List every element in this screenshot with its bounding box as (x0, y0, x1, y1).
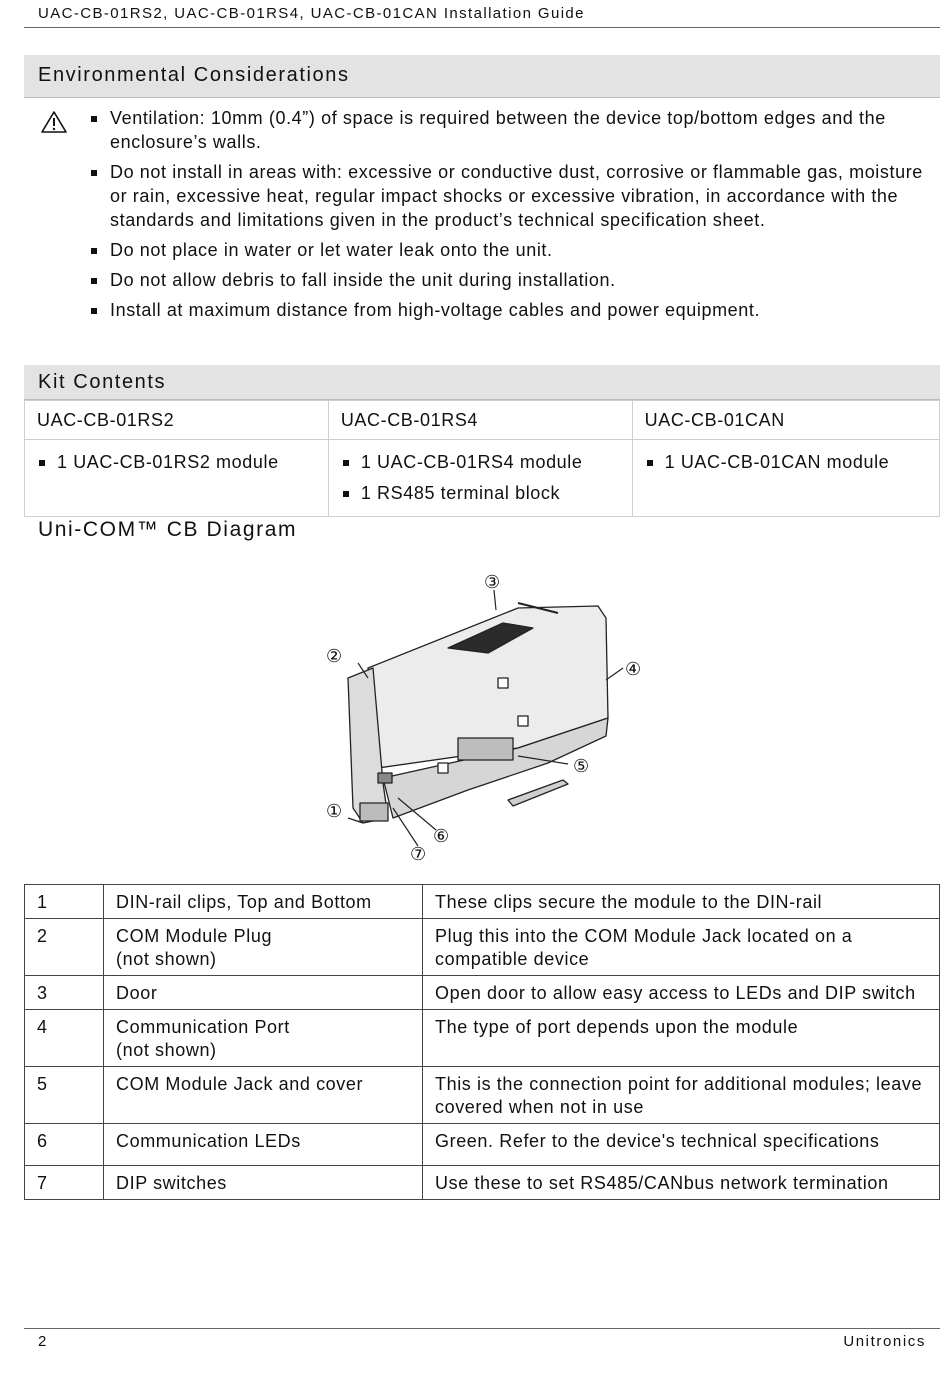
part-description: These clips secure the module to the DIN-rail (423, 885, 940, 919)
document-header-title: UAC-CB-01RS2, UAC-CB-01RS4, UAC-CB-01CAN Installation Guide (38, 5, 585, 22)
kit-item: 1 RS485 terminal block (341, 481, 632, 505)
environmental-item: Do not install in areas with: excessive or conductive dust, corrosive or flammable gas, moisture or rain, excessive heat, regular impact shocks or excessive vibration, in accordance with the standards and limitations given in the product’s technical specification sheet. (88, 160, 934, 232)
environmental-item: Do not place in water or let water leak onto the unit. (88, 238, 934, 262)
parts-table (24, 884, 940, 1200)
part-description: Plug this into the COM Module Jack located on a compatible device (423, 919, 940, 976)
table-row (25, 1067, 940, 1124)
part-name: COM Module Jack and cover (104, 1067, 423, 1124)
kit-cell (632, 440, 939, 517)
part-description: Use these to set RS485/CANbus network termination (423, 1166, 940, 1200)
environmental-heading: Environmental Considerations (24, 55, 940, 98)
environmental-item: Install at maximum distance from high-voltage cables and power equipment. (88, 298, 934, 322)
table-row (25, 1010, 940, 1067)
part-name: Door (104, 976, 423, 1010)
kit-cell (328, 440, 632, 517)
part-description: This is the connection point for additional modules; leave covered when not in use (423, 1067, 940, 1124)
kit-cell (25, 440, 329, 517)
part-number: 4 (25, 1010, 104, 1067)
footer-rule (24, 1328, 940, 1329)
header-rule (24, 27, 940, 28)
callout-6: ⑥ (433, 826, 450, 847)
callout-1: ① (326, 801, 343, 822)
table-row (25, 1124, 940, 1166)
part-name: DIP switches (104, 1166, 423, 1200)
environmental-item: Do not allow debris to fall inside the unit during installation. (88, 268, 934, 292)
warning-icon (40, 110, 68, 134)
callout-4: ④ (625, 659, 642, 680)
diagram-heading: Uni-COM™ CB Diagram (38, 518, 298, 541)
part-number: 2 (25, 919, 104, 976)
table-row (25, 919, 940, 976)
callout-2: ② (326, 646, 343, 667)
part-number: 6 (25, 1124, 104, 1166)
part-number: 5 (25, 1067, 104, 1124)
page-number: 2 (38, 1333, 47, 1350)
kit-item: 1 UAC-CB-01RS4 module (341, 450, 632, 474)
part-name: Communication Port (not shown) (104, 1010, 423, 1067)
connector (458, 738, 513, 760)
kit-contents-table (24, 400, 940, 517)
din-clip (360, 803, 388, 821)
part-number: 1 (25, 885, 104, 919)
part-name: DIN-rail clips, Top and Bottom (104, 885, 423, 919)
kit-item: 1 UAC-CB-01CAN module (645, 450, 939, 474)
kit-column-title: UAC-CB-01RS2 (25, 401, 329, 440)
jack-cover (508, 780, 568, 806)
callout-7: ⑦ (410, 844, 427, 865)
environmental-list (88, 106, 934, 328)
kit-column-title: UAC-CB-01CAN (632, 401, 939, 440)
kit-items-row (25, 440, 940, 517)
environmental-item: Ventilation: 10mm (0.4”) of space is required between the device top/bottom edges and the enclosure’s walls. (88, 106, 934, 154)
kit-header-row (25, 401, 940, 440)
callout-3: ③ (484, 572, 501, 593)
part-number: 3 (25, 976, 104, 1010)
kit-contents-heading: Kit Contents (24, 365, 940, 400)
kit-column-title: UAC-CB-01RS4 (328, 401, 632, 440)
table-row (25, 976, 940, 1010)
kit-item: 1 UAC-CB-01RS2 module (37, 450, 328, 474)
module-diagram (318, 568, 658, 868)
table-row (25, 1166, 940, 1200)
footer-brand: Unitronics (843, 1333, 926, 1350)
part-description: Open door to allow easy access to LEDs and DIP switch (423, 976, 940, 1010)
part-name: Communication LEDs (104, 1124, 423, 1166)
part-description: The type of port depends upon the module (423, 1010, 940, 1067)
part-description: Green. Refer to the device's technical specifications (423, 1124, 940, 1166)
callout-5: ⑤ (573, 756, 590, 777)
part-name: COM Module Plug (not shown) (104, 919, 423, 976)
part-number: 7 (25, 1166, 104, 1200)
table-row (25, 885, 940, 919)
